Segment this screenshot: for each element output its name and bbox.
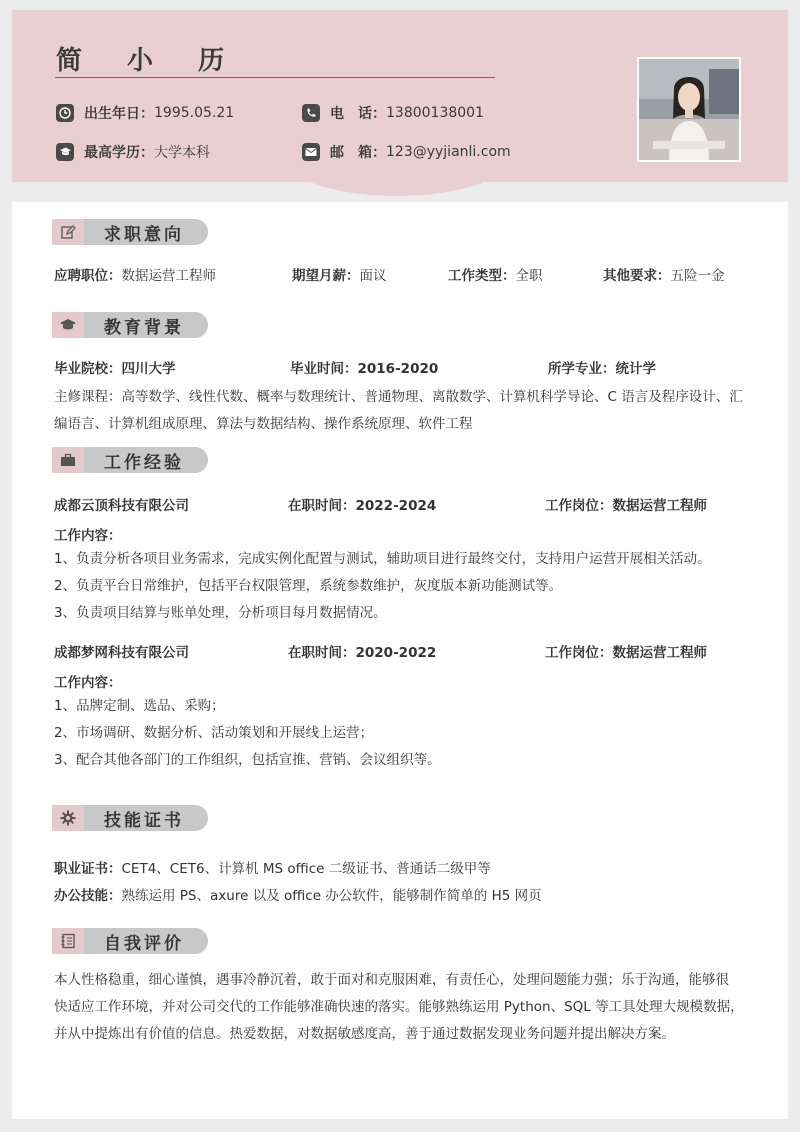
education-courses [54, 384, 770, 438]
intent-salary-value: 面议 [359, 268, 387, 284]
name-divider [55, 77, 495, 78]
skills-office [54, 884, 542, 904]
job-duty-item: 1、负责分析各项目业务需求，完成实例化配置与测试，辅助项目进行最终交付，支持用户运营开展相关活动。 [54, 551, 711, 567]
intent-salary [292, 264, 387, 284]
intent-other-value: 五险一金 [670, 268, 725, 284]
section-header-skills [52, 804, 208, 832]
section-title-skills: 技能证书 [84, 805, 208, 831]
courses-line: 编语言、计算机组成原理、算法与数据结构、操作系统原理、软件工程 [54, 416, 473, 432]
self-evaluation-line: 快适应工作环境，并对公司交代的工作能够准确快速的落实。能够熟练运用 Python、SQL 等工具处理大规模数据， [54, 999, 744, 1015]
phone-item [302, 103, 484, 123]
email-value: 123@yyjianli.com [386, 144, 511, 160]
cert-value: CET4、CET6、计算机 MS office 二级证书、普通话二级甲等 [121, 861, 491, 877]
job-company: 成都云顶科技有限公司 [54, 498, 189, 514]
intent-type-label: 工作类型： [448, 268, 516, 284]
intent-position [54, 264, 216, 284]
phone-icon [302, 104, 320, 122]
job-duty-item: 3、配合其他各部门的工作组织，包括宣推、营销、会议组织等。 [54, 752, 441, 768]
cert-label: 职业证书： [54, 861, 122, 877]
education-school: 毕业院校：四川大学 [54, 361, 176, 377]
office-label: 办公技能： [54, 888, 122, 904]
phone-label: 电 话： [330, 106, 386, 122]
intent-salary-label: 期望月薪： [292, 268, 360, 284]
skills-certificates [54, 857, 491, 877]
briefcase-icon [52, 447, 84, 473]
job-content-label: 工作内容： [54, 528, 122, 544]
job-duty-item: 3、负责项目结算与账单处理，分析项目每月数据情况。 [54, 605, 387, 621]
mail-icon [302, 143, 320, 161]
education-level-value: 大学本科 [154, 145, 210, 161]
job-position: 工作岗位：数据运营工程师 [545, 645, 707, 661]
section-title-intent: 求职意向 [84, 219, 208, 245]
section-title-education: 教育背景 [84, 312, 208, 338]
job-duties [54, 546, 770, 627]
intent-position-value: 数据运营工程师 [121, 268, 216, 284]
education-level-label: 最高学历： [84, 145, 154, 161]
self-evaluation-text [54, 967, 770, 1048]
section-header-work [52, 446, 208, 474]
candidate-name: 简 小 历 [56, 46, 243, 76]
clock-icon [56, 104, 74, 122]
intent-type-value: 全职 [515, 268, 543, 284]
graduation-cap-icon [52, 312, 84, 338]
job-duty-item: 2、市场调研、数据分析、活动策划和开展线上运营； [54, 725, 374, 741]
intent-other-label: 其他要求： [603, 268, 671, 284]
graduation-cap-icon [56, 143, 74, 161]
self-evaluation-line: 并从中提炼出有价值的信息。热爱数据，对数据敏感度高，善于通过数据发现业务问题并提出解决方案。 [54, 1026, 675, 1042]
self-evaluation-line: 本人性格稳重，细心谨慎，遇事冷静沉着，敢于面对和克服困难，有责任心，处理问题能力强；乐于沟通，能够很 [54, 972, 729, 988]
job-content-label: 工作内容： [54, 675, 122, 691]
intent-type [448, 264, 543, 284]
job-time: 在职时间：2022-2024 [288, 498, 437, 514]
phone-value: 13800138001 [386, 105, 484, 121]
profile-photo [637, 57, 741, 162]
email-label: 邮 箱： [330, 145, 386, 161]
section-header-education [52, 311, 208, 339]
edit-icon [52, 219, 84, 245]
section-title-self: 自我评价 [84, 928, 208, 954]
education-time: 毕业时间：2016-2020 [290, 361, 439, 377]
job-position: 工作岗位：数据运营工程师 [545, 498, 707, 514]
education-major: 所学专业：统计学 [548, 361, 656, 377]
education-level-item [56, 142, 210, 162]
birthdate-label: 出生年日： [84, 106, 154, 122]
courses-line: 主修课程：高等数学、线性代数、概率与数理统计、普通物理、离散数学、计算机科学导论、C 语言及程序设计、汇 [54, 389, 743, 405]
notebook-icon [52, 928, 84, 954]
intent-other [603, 264, 725, 284]
job-duty-item: 2、负责平台日常维护，包括平台权限管理，系统参数维护，灰度版本新功能测试等。 [54, 578, 563, 594]
birthdate-item [56, 103, 234, 123]
job-duty-item: 1、品牌定制、选品、采购； [54, 698, 225, 714]
section-header-self [52, 927, 208, 955]
job-company: 成都梦网科技有限公司 [54, 645, 189, 661]
gear-icon [52, 805, 84, 831]
job-time: 在职时间：2020-2022 [288, 645, 437, 661]
job-duties [54, 693, 770, 774]
office-value: 熟练运用 PS、axure 以及 office 办公软件，能够制作简单的 H5 网页 [121, 888, 542, 904]
email-item [302, 142, 511, 162]
section-header-intent [52, 218, 208, 246]
birthdate-value: 1995.05.21 [154, 105, 235, 121]
intent-position-label: 应聘职位： [54, 268, 122, 284]
section-title-work: 工作经验 [84, 447, 208, 473]
